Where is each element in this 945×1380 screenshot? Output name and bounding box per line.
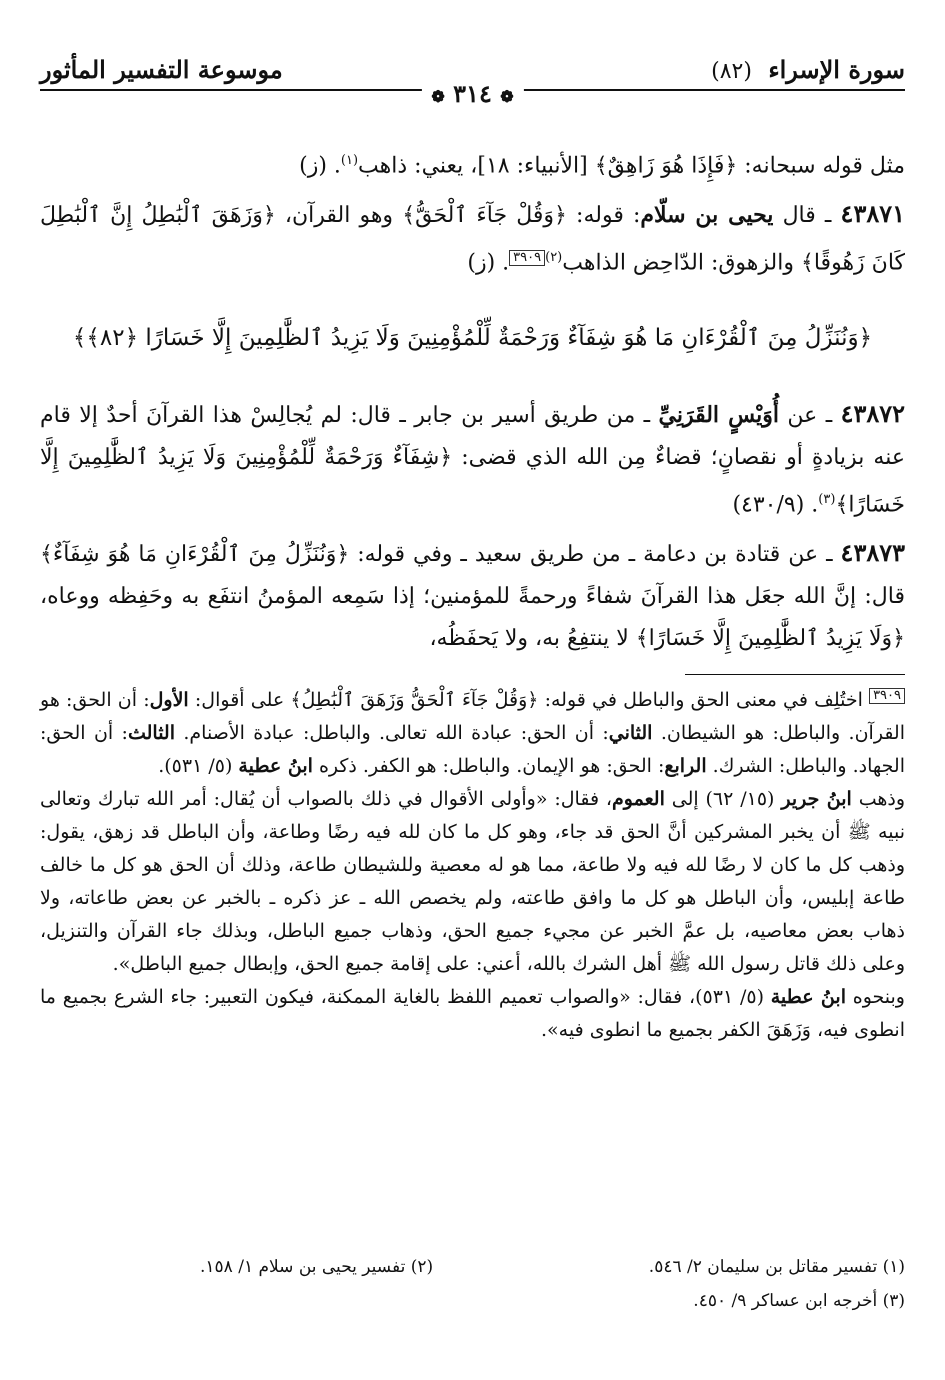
entry-43871: ٤٣٨٧١ ـ قال يحيى بن سلّام: قوله: ﴿وَقُلْ جَآءَ ٱلْحَقُّ﴾ وهو القرآن، ﴿وَزَهَقَ ٱلْبَٰطِلُ إِنَّ ٱلْبَٰطِلَ كَانَ زَهُوقًا﴾ والزهوق: الدّاحِض الذاهب$^{(٢)}$٣٩٠٩. (ز): [40, 199, 905, 276]
page-number-block: [421, 79, 523, 108]
commentary-paragraph: وبنحوه ابنُ عطية (٥/ ٥٣١)، فقال: «والصواب تعميم اللفظ بالغاية الممكنة، فيكون التعبير: جاء الشرع بجميع ما انطوى فيه، وَزَهَقَ الكفر بجميع ما انطوى فيه».: [40, 986, 905, 1041]
entry-43872: ٤٣٨٧٢ ـ عن أُوَيْسٍ القَرَنِيِّ ـ من طريق أسير بن جابر ـ قال: لم يُجالِسْ هذا القرآنَ أحدٌ إلا قام عنه بزيادةٍ أو نقصانٍ؛ قضاءٌ مِن الله الذي قضى: ﴿شِفَآءٌ وَرَحْمَةٌ لِّلْمُؤْمِنِينَ وَلَا يَزِيدُ ٱلظَّٰلِمِينَ إِلَّا خَسَارًا﴾$^{(٣)}$. (٤٣٠/٩): [40, 398, 906, 517]
entry-index: ٤٣٨٧٢: [840, 398, 906, 428]
surah-heading: [711, 55, 905, 84]
ornament-icon: ❁: [500, 87, 514, 106]
entry-index: ٤٣٨٧١: [840, 199, 905, 229]
footnote-marker: (١): [340, 153, 359, 168]
commentary-paragraph: وذهب ابنُ جرير (١٥/ ٦٢) إلى العموم، فقال: «وأولى الأقوال في ذلك بالصواب أن يُقال: أمر الله تبارك وتعالى نبيه ﷺ أن يخبر المشركين أنَّ الحق قد جاء، وهو كل ما كان لله فيه رضًا وطاعة، وأن الباطل قد زهق، يقول: وذهب كل ما كان لا رضًا لله فيه ولا طاعة، مما هو له معصية وللشيطان طاعة، وذلك أن الحق هو كل ما خالف طاعة إبليس، وأن الباطل هو كل ما وافق طاعته، ولم يخصص الله ـ عز ذكره ـ بالخبر عن بعض طاعاته، ولا ذهاب بعض معاصيه، بل عمَّ الخبر عن مجيء جميع الحق، وذهاب جميع الباطل، وبذلك جاء القرآن والتنزيل، وعلى ذلك قاتل رسول الله ﷺ أهل الشرك بالله، أعني: على إقامة جميع الحق، وإبطال جميع الباطل».: [40, 788, 906, 975]
footnote-marker: (٣): [818, 491, 836, 507]
footnotes: [40, 1250, 905, 1318]
footnote-3: (٣) أخرجه ابن عساكر ٩/ ٤٥٠.: [693, 1291, 905, 1311]
narrator-name: أُوَيْسٍ القَرَنِيِّ: [658, 401, 780, 428]
ornament-icon: ❁: [431, 87, 445, 106]
narrator-name: يحيى بن سلّام: [640, 202, 774, 229]
surah-label: سورة الإسراء: [768, 55, 905, 84]
entry-43873: ٤٣٨٧٣ ـ عن قتادة بن دعامة ـ من طريق سعيد ـ وفي قوله: ﴿وَنُنَزِّلُ مِنَ ٱلْقُرْءَانِ مَا هُوَ شِفَآءٌ﴾ قال: إنَّ الله جعَل هذا القرآنَ شفاءً ورحمةً للمؤمنين؛ إذا سَمِعه المؤمنُ انتفَع به وحَفِظه ووعاه، ﴿وَلَا يَزِيدُ ٱلظَّٰلِمِينَ إِلَّا خَسَارًا﴾ لا ينتفِعُ به، ولا يَحفَظُه،: [40, 537, 905, 651]
book-title: موسوعة التفسير المأثور: [40, 55, 283, 84]
cross-reference-box: ٣٩٠٩: [869, 688, 905, 704]
footnote-row: [40, 1284, 905, 1318]
page-number: ٣١٤: [453, 79, 492, 108]
paragraph-continuation: مثل قوله سبحانه: ﴿فَإِذَا هُوَ زَاهِقٌ﴾ [الأنبياء: ١٨]، يعني: ذاهب$^{(١)}$. (ز): [299, 153, 905, 179]
footnote-1: (١) تفسير مقاتل بن سليمان ٢/ ٥٤٦.: [648, 1257, 905, 1277]
quran-verse: ﴿وَنُنَزِّلُ مِنَ ٱلْقُرْءَانِ مَا هُوَ شِفَآءٌ وَرَحْمَةٌ لِّلْمُؤْمِنِينَ وَلَا يَزِيدُ ٱلظَّٰلِمِينَ إِلَّا خَسَارًا ﴿٨٢﴾﴾: [72, 324, 873, 351]
footnote-row: [40, 1250, 905, 1284]
footnote-marker: (٢): [545, 250, 563, 266]
commentary-paragraph: ٣٩٠٩ اختُلِف في معنى الحق والباطل في قوله: ﴿وَقُلْ جَآءَ ٱلْحَقُّ وَزَهَقَ ٱلْبَٰطِلُ﴾ على أقوال: الأول: أن الحق: هو القرآن. والباطل: هو الشيطان. الثاني: أن الحق: عبادة الله تعالى. والباطل: عبادة الأصنام. الثالث: أن الحق: الجهاد. والباطل: الشرك. الرابع: الحق: هو الإيمان. والباطل: هو الكفر. ذكره ابنُ عطية (٥/ ٥٣١).: [40, 687, 905, 777]
commentary-rule: [685, 674, 905, 675]
entry-index: ٤٣٨٧٣: [840, 537, 905, 567]
cross-reference-box: ٣٩٠٩: [509, 250, 545, 266]
main-text: [40, 140, 905, 660]
footnote-2: (٢) تفسير يحيى بن سلام ١/ ١٥٨.: [200, 1257, 434, 1277]
page-header: [40, 55, 905, 108]
commentary-section: [40, 684, 905, 1047]
surah-number: (٨٢): [711, 59, 752, 84]
